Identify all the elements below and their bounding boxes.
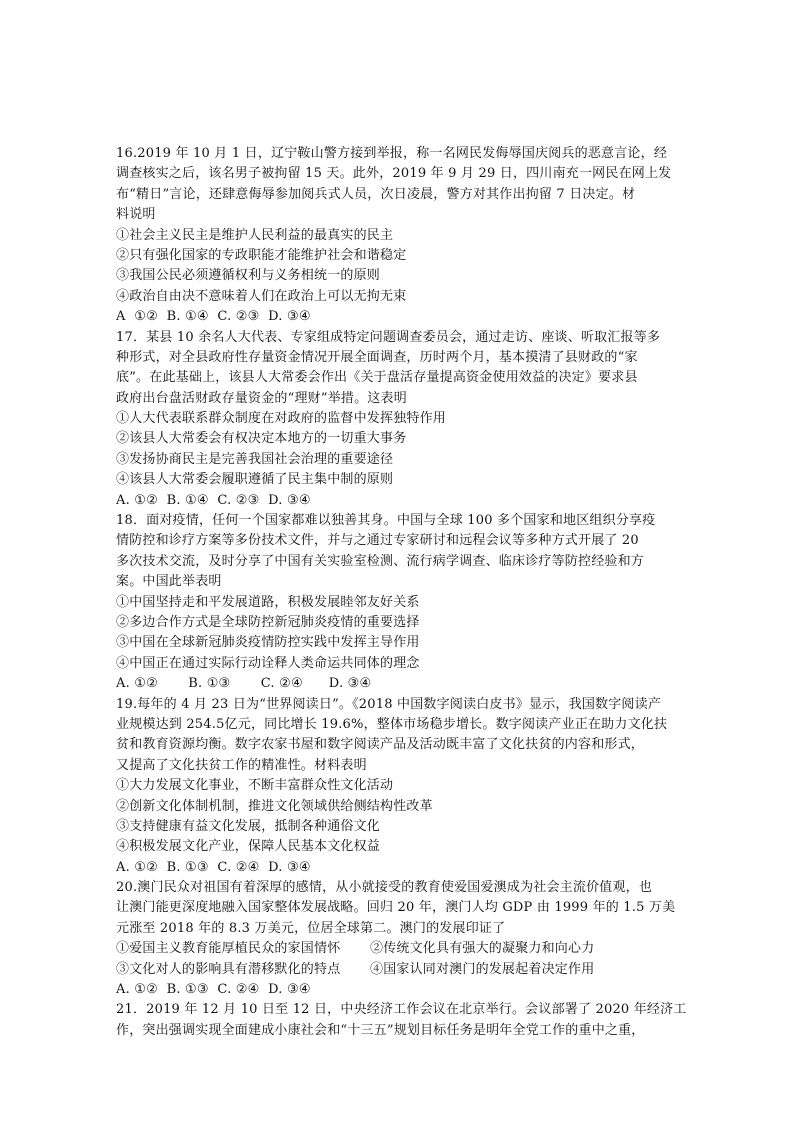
statement-item: ①大力发展文化事业，不断丰富群众性文化活动 [116, 778, 394, 794]
statement-item: ③发扬协商民主是完善我国社会治理的重要途径 [116, 451, 394, 467]
statement-item: ③文化对人的影响具有潜移默化的特点 [116, 961, 341, 977]
statement-item: ③我国公民必须遵循权利与义务相统一的原则 [116, 268, 381, 284]
question-19 [116, 695, 714, 879]
statement-item: ④政治自由决不意味着人们在政治上可以无拘无束 [116, 288, 407, 304]
statement-pair [116, 960, 714, 980]
question-stem-line: 业规模达到 254.5亿元，同比增长 19.6%，整体市场稳步增长。数字阅读产业正在助力文化扶 [116, 716, 668, 732]
statement-item: ④国家认同对澳门的发展起着决定作用 [370, 961, 595, 977]
answer-options: A. ①② B. ①③ C. ②④ D. ③④ [116, 982, 311, 998]
question-stem-line: 案。中国此举表明 [116, 574, 222, 590]
question-stem-line: 多次技术交流，及时分享了中国有关实验室检测、流行病学调查、临床诊疗等防控经验和方 [116, 553, 645, 569]
question-stem-line: 情防控和诊疗方案等多份技术文件，并与之通过专家研讨和远程会议等多种方式开展了 20 [116, 533, 639, 549]
question-stem-line: 布“精日”言论，还肆意侮辱参加阅兵式人员，次日凌晨，警方对其作出拘留 7 日决定。材 [116, 186, 636, 202]
statement-item: ③中国在全球新冠肺炎疫情防控实践中发挥主导作用 [116, 635, 420, 651]
question-stem-line: 种形式，对全县政府性存量资金情况开展全面调查，历时两个月，基本摸清了县财政的“家 [116, 349, 638, 365]
question-stem-line: 21．2019 年 12 月 10 日至 12 日，中央经济工作会议在北京举行。会议部署了 2020 年经济工 [116, 1002, 687, 1018]
statement-item: ①中国坚持走和平发展道路，积极发展睦邻友好关系 [116, 594, 420, 610]
statement-item: ④积极发展文化产业，保障人民基本文化权益 [116, 839, 381, 855]
answer-options: A. ①② B. ①③ C. ②④ D. ③④ [116, 859, 311, 875]
question-stem-line: 20.澳门民众对祖国有着深厚的感情，从小就接受的教育使爱国爱澳成为社会主流价值观，也 [116, 880, 653, 896]
statement-item: ②创新文化体制机制，推进文化领域供给侧结构性改革 [116, 798, 433, 814]
question-stem-line: 元涨至 2018 年的 8.3 万美元，位居全球第二。澳门的发展印证了 [116, 920, 506, 936]
answer-options: A ①② B. ①④ C. ②③ D. ③④ [116, 309, 311, 325]
question-stem-line: 16.2019 年 10 月 1 日，辽宁鞍山警方接到举报，称一名网民发侮辱国庆阅兵的恶意言论，经 [116, 146, 668, 161]
question-stem-line: 让澳门能更深度地融入国家整体发展战略。回归 20 年，澳门人均 GDP 由 1999 年的 1.5 万美 [116, 900, 676, 916]
question-stem-line: 18．面对疫情，任何一个国家都难以独善其身。中国与全球 100 多个国家和地区组织分享疫 [116, 513, 656, 529]
question-stem-line: 17．某县 10 余名人大代表、专家组成特定问题调查委员会，通过走访、座谈、听取汇报等多 [116, 329, 661, 345]
question-stem-line: 底”。在此基础上，该县人大常委会作出《关于盘活存量提高资金使用效益的决定》要求县 [116, 370, 638, 386]
question-stem-line: 又提高了文化扶贫工作的精准性。材料表明 [116, 757, 367, 773]
statement-item: ④中国正在通过实际行动诠释人类命运共同体的理念 [116, 655, 420, 671]
statement-item: ①爱国主义教育能厚植民众的家国情怀 [116, 941, 341, 957]
statement-item: ④该县人大常委会履职遵循了民主集中制的原则 [116, 472, 394, 488]
statement-item: ①人大代表联系群众制度在对政府的监督中发挥独特作用 [116, 411, 447, 427]
question-18 [116, 511, 714, 695]
question-stem-line: 调查核实之后，该名男子被拘留 15 天。此外，2019 年 9 月 29 日，四川南充一网民在网上发 [116, 166, 672, 182]
statement-pair [116, 939, 714, 959]
statement-item: ①社会主义民主是维护人民利益的最真实的民主 [116, 227, 394, 243]
question-stem-line: 料说明 [116, 207, 156, 223]
answer-options: A. ①② B. ①③ C. ②④ D. ③④ [116, 676, 372, 692]
statement-item: ②该县人大常委会有权决定本地方的一切重大事务 [116, 431, 407, 447]
question-stem-line: 作，突出强调实现全面建成小康社会和“十三五”规划目标任务是明年全党工作的重中之重， [116, 1022, 645, 1038]
statement-item: ②传统文化具有强大的凝聚力和向心力 [370, 941, 595, 957]
statement-item: ②只有强化国家的专政职能才能维护社会和谐稳定 [116, 247, 407, 263]
question-21 [116, 1000, 714, 1041]
statement-item: ③支持健康有益文化发展，抵制各种通俗文化 [116, 818, 381, 834]
answer-options: A. ①② B. ①④ C. ②③ D. ③④ [116, 492, 311, 508]
question-stem-line: 19.每年的 4 月 23 日为“世界阅读日”。《2018 中国数字阅读白皮书》显示，我国数字阅读产 [116, 696, 662, 712]
question-stem-line: 贫和教育资源均衡。数字农家书屋和数字阅读产品及活动既丰富了文化扶贫的内容和形式， [116, 737, 645, 753]
question-17 [116, 328, 714, 512]
question-16 [116, 144, 714, 328]
question-stem-line: 政府出台盘活财政存量资金的“理财”举措。这表明 [116, 390, 407, 406]
statement-item: ②多边合作方式是全球防控新冠肺炎疫情的重要选择 [116, 614, 420, 630]
question-20 [116, 878, 714, 1000]
